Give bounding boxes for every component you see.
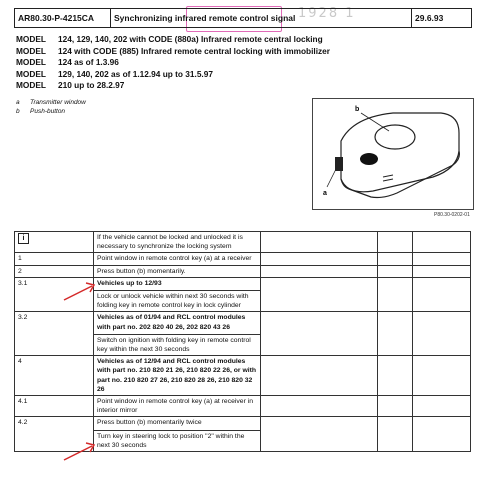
model-label: MODEL — [16, 34, 46, 44]
instruction-cell — [94, 265, 261, 277]
info-icon: i — [18, 233, 29, 244]
instruction-cell — [94, 277, 261, 312]
model-text: 124, 129, 140, 202 with CODE (880a) Infrared remote central locking — [58, 34, 323, 44]
table-row — [15, 396, 471, 417]
model-label: MODEL — [16, 45, 46, 56]
legend-key: b — [16, 108, 20, 115]
instruction-heading: Vehicles up to 12/93 — [97, 279, 162, 287]
model-text: 124 as of 1.3.96 — [58, 57, 119, 67]
instruction-heading: Vehicles as of 01/94 and RCL control modules with part no. 202 820 40 26, 202 820 43 26 — [97, 314, 246, 331]
model-row — [16, 57, 330, 69]
instruction-cell — [94, 253, 261, 265]
step-cell: 3.2 — [15, 312, 94, 356]
model-row — [16, 80, 330, 92]
model-list — [16, 34, 330, 92]
instruction-subtext: Lock or unlock vehicle within next 30 seconds with folding key in remote control key in lock cylinder — [94, 290, 260, 310]
model-label: MODEL — [16, 68, 46, 79]
step-cell: 3.1 — [15, 277, 94, 312]
legend-text: Push-button — [30, 108, 66, 115]
instruction-text: Point window in remote control key (a) at receiver in interior mirror — [97, 398, 254, 415]
legend-item — [16, 107, 86, 116]
model-text: 124 with CODE (885) Infrared remote central locking with immobilizer — [58, 45, 331, 56]
instruction-text: Press button (b) momentarily. — [97, 267, 186, 275]
step-cell: 2 — [15, 265, 94, 277]
table-row — [15, 253, 471, 265]
model-row — [16, 46, 330, 58]
legend-key: a — [16, 99, 20, 106]
procedure-table — [14, 231, 471, 452]
document-date: 29.6.93 — [415, 13, 444, 23]
instruction-text: Point window in remote control key (a) at a receiver — [97, 255, 252, 263]
remote-key-illustration — [312, 98, 474, 210]
figure-id: P80.30-0202-01 — [434, 212, 470, 218]
document-header — [14, 8, 472, 28]
instruction-text: Press button (b) momentarily twice — [97, 419, 202, 427]
legend-item — [16, 98, 86, 107]
small-button-shape — [360, 153, 378, 165]
table-row — [15, 265, 471, 277]
table-row — [15, 356, 471, 396]
table-row — [15, 232, 471, 253]
step-cell — [15, 232, 94, 253]
instruction-cell — [94, 356, 261, 396]
model-row — [16, 34, 330, 46]
label-a: a — [323, 190, 327, 197]
model-row — [16, 69, 330, 81]
step-cell: 4 — [15, 356, 94, 396]
red-arrow-annotation — [62, 280, 102, 302]
instruction-text: If the vehicle cannot be locked and unlocked it is necessary to synchronize the locking system — [97, 234, 243, 251]
label-b: b — [355, 106, 360, 113]
instruction-subtext: Switch on ignition with folding key in remote control key within the next 30 seconds — [94, 334, 260, 354]
model-label: MODEL — [16, 57, 46, 67]
instruction-cell — [94, 232, 261, 253]
instruction-heading: Vehicles as of 12/94 and RCL control modules with part no. 210 820 21 26, 210 820 22 26, or with part no. 210 820 27 26, 210 820 28 26, 210 820 32 26 — [97, 358, 257, 393]
step-cell: 4.2 — [15, 417, 94, 452]
pencil-note: 1928 1 — [298, 6, 356, 21]
document-title: Synchronizing infrared remote control signal — [111, 9, 412, 27]
instruction-subtext: Turn key in steering lock to position "2" within the next 30 seconds — [94, 430, 260, 450]
figure-legend — [16, 98, 86, 116]
step-cell: 1 — [15, 253, 94, 265]
step-cell: 4.1 — [15, 396, 94, 417]
remote-key-drawing — [313, 99, 473, 209]
table-row — [15, 312, 471, 356]
document-id: AR80.30-P-4215CA — [15, 9, 111, 27]
model-label: MODEL — [16, 80, 46, 90]
instruction-cell — [94, 396, 261, 417]
model-text: 210 up to 28.2.97 — [58, 80, 125, 90]
model-text: 129, 140, 202 as of 1.12.94 up to 31.5.97 — [58, 68, 213, 79]
instruction-cell — [94, 417, 261, 452]
instruction-cell — [94, 312, 261, 356]
red-arrow-annotation — [62, 440, 102, 462]
push-button-shape — [375, 125, 415, 149]
legend-text: Transmitter window — [30, 99, 86, 106]
